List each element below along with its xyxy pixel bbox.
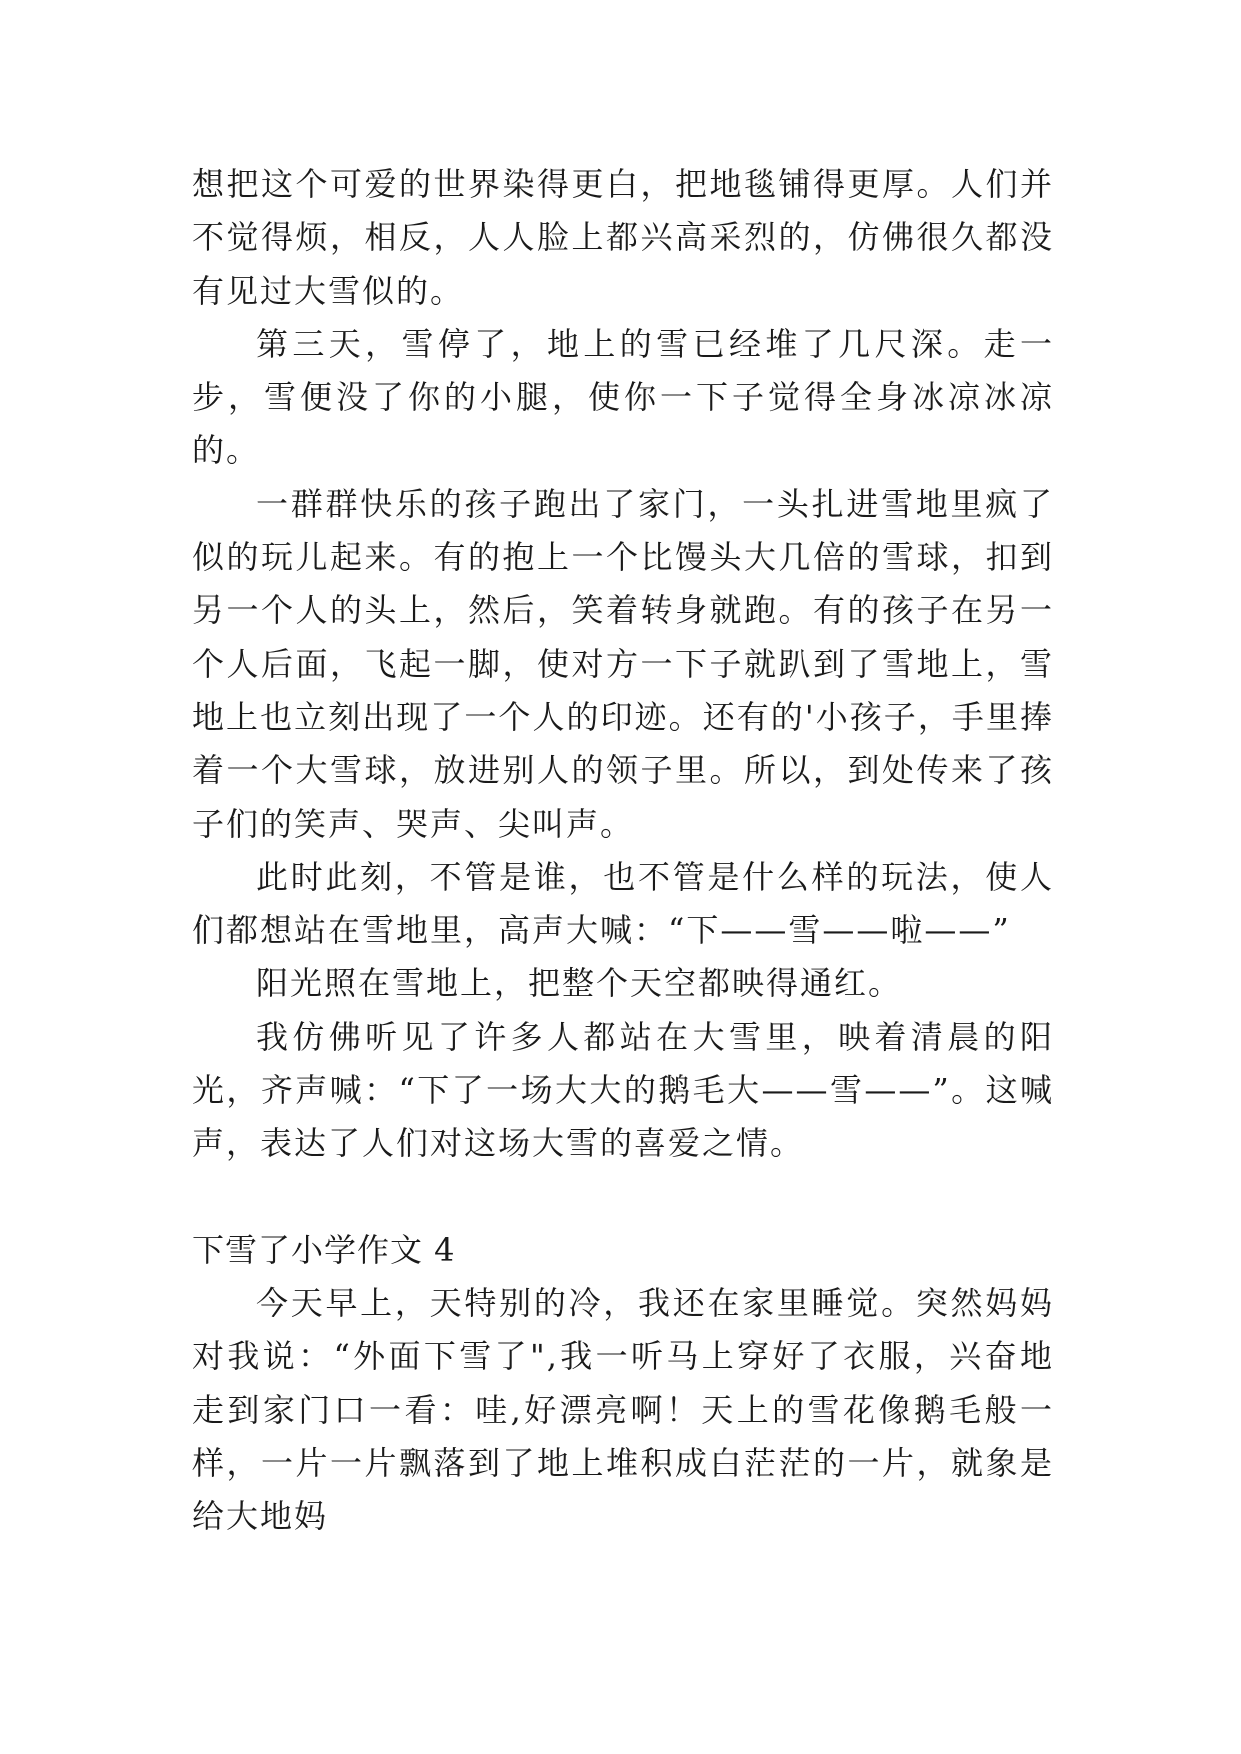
paragraph-children-playing: 一群群快乐的孩子跑出了家门，一头扎进雪地里疯了似的玩儿起来。有的抱上一个比馒头大几倍的雪球，扣到另一个人的头上，然后，笑着转身就跑。有的孩子在另一个人后面，飞起一脚，使对方一下子就趴到了雪地上，雪地上也立刻出现了一个人的印迹。还有的'小孩子，手里捧着一个大雪球，放进别人的领子里。所以，到处传来了孩子们的笑声、哭声、尖叫声。 [192,484,1054,843]
paragraph-sunlight: 阳光照在雪地上，把整个天空都映得通红。 [256,964,903,1003]
section-paragraph: 今天早上，天特别的冷，我还在家里睡觉。突然妈妈对我说：“外面下雪了",我一听马上穿好了衣服，兴奋地走到家门口一看：哇,好漂亮啊！天上的雪花像鹅毛般一样，一片一片飘落到了地上堆积成白茫茫的一片，就象是给大地妈 [192,1283,1054,1536]
section-spacer [192,1171,1054,1224]
continuation-paragraph: 想把这个可爱的世界染得更白，把地毯铺得更厚。人们并不觉得烦，相反，人人脸上都兴高采烈的，仿佛很久都没有见过大雪似的。 [192,165,1054,310]
section-title: 下雪了小学作文 4 [192,1230,456,1269]
paragraph-closing: 我仿佛听见了许多人都站在大雪里，映着清晨的阳光，齐声喊：“下了一场大大的鹅毛大——雪——”。这喊声，表达了人们对这场大雪的喜爱之情。 [192,1017,1054,1163]
document-page [192,158,1054,1543]
paragraph-third-day: 第三天，雪停了，地上的雪已经堆了几尺深。走一步，雪便没了你的小腿，使你一下子觉得全身冰凉冰凉的。 [192,324,1054,470]
paragraph-shouting: 此时此刻，不管是谁，也不管是什么样的玩法，使人们都想站在雪地里，高声大喊：“下——雪——啦——” [192,857,1054,950]
